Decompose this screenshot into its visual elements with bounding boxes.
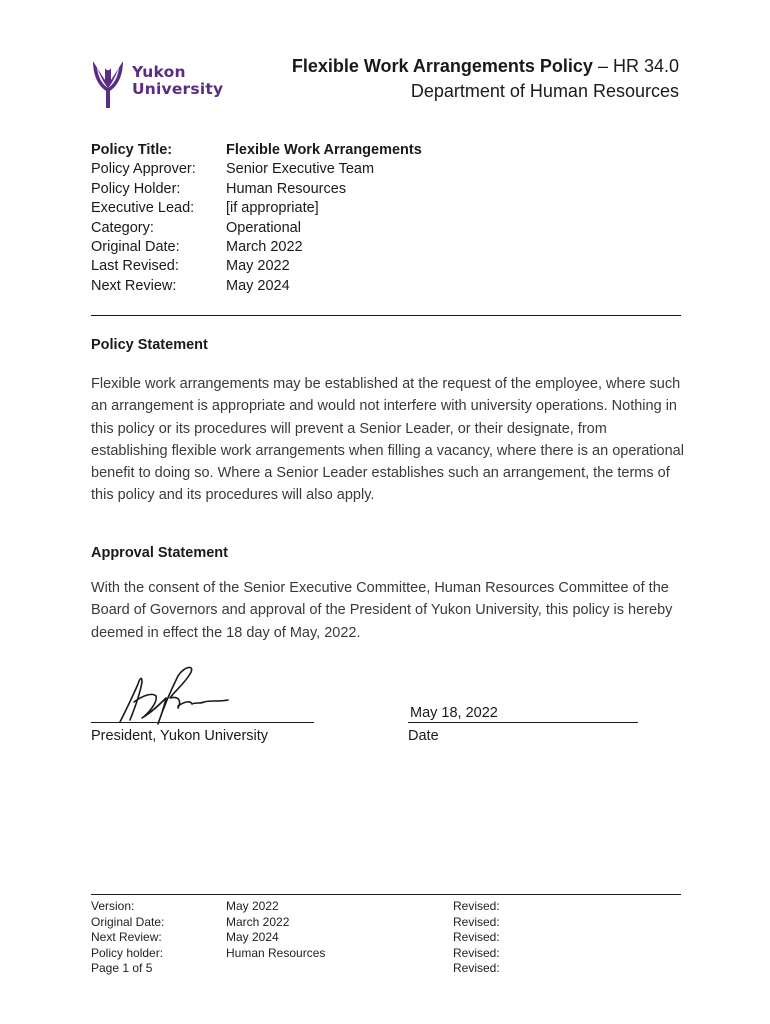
policy-statement-body: Flexible work arrangements may be established at the request of the employee, where such an arrangement is appropriate and would not interfere with university operations. Nothing in this policy or its procedures will prevent a Senior Leader, or their designate, from establishing flexible work arrangements when filling a vacancy, where there is an operational benefit to doing so. Where a Senior Leader establishes such an arrangement, the terms of this policy and its procedures will also apply. — [91, 376, 684, 504]
document-title-bold: Flexible Work Arrangements Policy — [291, 56, 593, 76]
president-signature — [112, 662, 232, 728]
meta-value: May 2022 — [226, 258, 290, 275]
footer-revised-label: Revised: — [453, 899, 500, 913]
document-title-code: – HR 34.0 — [592, 56, 679, 76]
footer-label-next-review: Next Review: — [91, 930, 162, 945]
meta-label: Last Revised: — [91, 258, 179, 275]
footer-value-next-review: May 2024 — [226, 930, 279, 945]
meta-label: Next Review: — [91, 277, 177, 294]
footer-revised-label: Revised: — [453, 914, 500, 929]
approval-statement-body: With the consent of the Senior Executive Committee, Human Resources Committee of the Board of Governors and approval of the President of Yukon University, this policy is hereby deemed in effect the 18 day of May, 2022. — [91, 580, 673, 641]
meta-label: Original Date: — [91, 238, 180, 255]
department-name: Department of Human Resources — [410, 81, 679, 101]
approval-statement-heading: Approval Statement — [91, 545, 228, 561]
document-title — [292, 56, 679, 77]
meta-value: Flexible Work Arrangements — [226, 142, 422, 158]
meta-label: Category: — [91, 219, 154, 236]
meta-value: Operational — [226, 219, 301, 236]
meta-label: Policy Approver: — [91, 161, 196, 178]
footer-value-version: May 2022 — [226, 899, 279, 913]
section-divider — [91, 315, 681, 316]
signature-line — [91, 722, 314, 723]
meta-value: May 2024 — [226, 277, 290, 294]
meta-value: Senior Executive Team — [226, 161, 375, 178]
leaf-logo-icon — [90, 58, 126, 110]
footer-revised — [453, 899, 500, 977]
logo-line-1: Yukon — [132, 63, 186, 81]
meta-value: [if appropriate] — [226, 200, 319, 217]
footer-revised-label: Revised: — [453, 930, 500, 945]
yukon-university-logo — [90, 58, 224, 110]
footer-labels — [91, 899, 164, 977]
meta-label: Policy Title: — [91, 142, 173, 158]
footer-label-original-date: Original Date: — [91, 914, 165, 929]
signature-date-value: May 18, 2022 — [410, 705, 498, 721]
footer-value-policy-holder: Human Resources — [226, 945, 326, 960]
footer-revised-label: Revised: — [453, 945, 500, 960]
logo-line-2: University — [132, 80, 224, 98]
footer-values — [226, 899, 325, 961]
footer-revised-label: Revised: — [453, 961, 500, 976]
footer-label-version: Version: — [91, 899, 135, 913]
logo-wordmark — [132, 64, 223, 98]
footer-label-policy-holder: Policy holder: — [91, 945, 164, 960]
meta-label: Policy Holder: — [91, 180, 181, 197]
meta-label: Executive Lead: — [91, 200, 195, 217]
footer-page-number: Page 1 of 5 — [91, 961, 153, 976]
footer-value-original-date: March 2022 — [226, 914, 290, 929]
footer-divider — [91, 894, 681, 895]
signer-caption: President, Yukon University — [91, 728, 269, 744]
policy-statement-heading: Policy Statement — [91, 337, 208, 353]
date-caption: Date — [408, 728, 439, 744]
meta-value: Human Resources — [226, 180, 347, 197]
date-line — [408, 722, 638, 723]
meta-value: March 2022 — [226, 238, 303, 255]
